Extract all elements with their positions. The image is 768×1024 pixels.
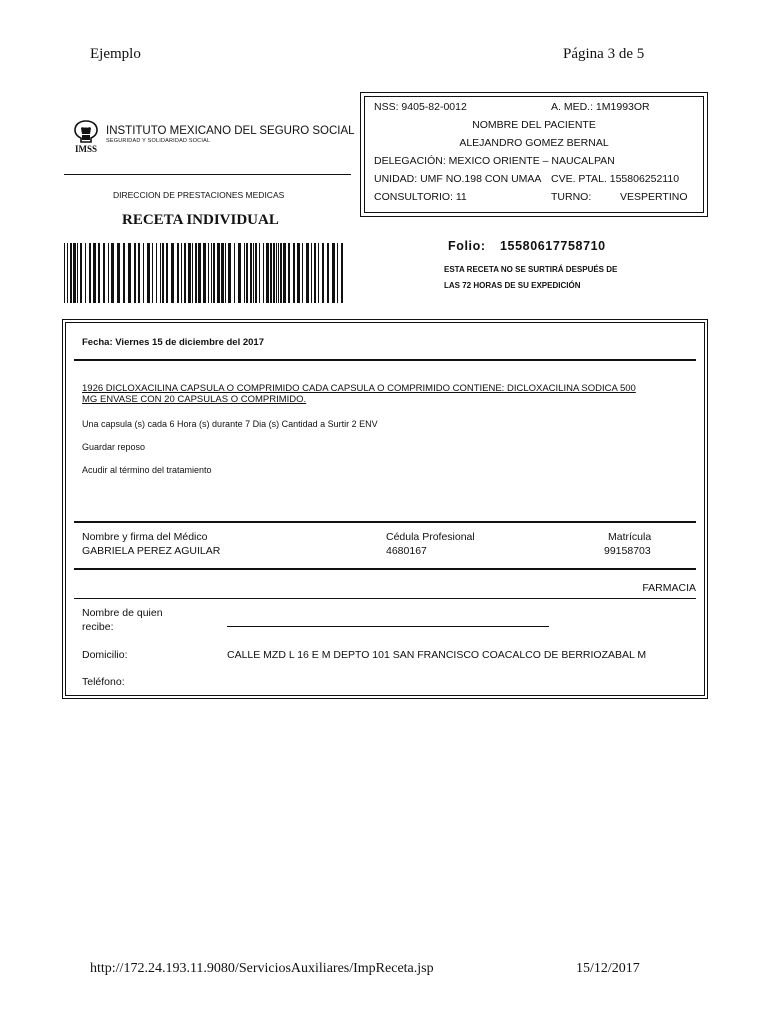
prescription-box (62, 319, 708, 699)
barcode-bar (89, 243, 91, 303)
farmacia-rule (74, 598, 696, 599)
barcode-bar (156, 243, 157, 303)
barcode-bar (73, 243, 76, 303)
barcode-bar (70, 243, 72, 303)
barcode-bar (111, 243, 114, 303)
barcode-bar (171, 243, 174, 303)
barcode-bar (213, 243, 215, 303)
doctor-divider (74, 521, 696, 523)
barcode-bar (273, 243, 275, 303)
validity-notice-line2: LAS 72 HORAS DE SU EXPEDICIÓN (444, 281, 581, 290)
barcode-bar (77, 243, 78, 303)
indication-1: Guardar reposo (82, 442, 146, 452)
date-divider (74, 359, 696, 361)
barcode-bar (263, 243, 264, 303)
barcode-bar (64, 243, 65, 303)
barcode-bar (108, 243, 109, 303)
barcode-bar (128, 243, 131, 303)
barcode-bar (270, 243, 272, 303)
recibe-label-line1: Nombre de quien (82, 607, 163, 619)
matricula-label: Matrícula (608, 531, 652, 543)
barcode-bar (152, 243, 153, 303)
matricula-number: 99158703 (604, 545, 651, 557)
a-med: A. MED.: 1M1993OR (551, 101, 650, 113)
doctor-name: GABRIELA PEREZ AGUILAR (82, 545, 221, 557)
indication-2: Acudir al término del tratamiento (82, 465, 212, 475)
doctor-name-label: Nombre y firma del Médico (82, 531, 208, 543)
barcode-bar (341, 243, 343, 303)
barcode-bar (250, 243, 252, 303)
recibe-label-line2: recibe: (82, 621, 114, 633)
institution-name: INSTITUTO MEXICANO DEL SEGURO SOCIAL (106, 125, 355, 137)
barcode-bar (266, 243, 269, 303)
turno-label: TURNO: (551, 191, 592, 203)
barcode-bar (85, 243, 86, 303)
barcode-bar (147, 243, 150, 303)
barcode-bar (276, 243, 277, 303)
barcode-bar (246, 243, 248, 303)
prescription-date: Fecha: Viernes 15 de diciembre del 2017 (82, 337, 265, 348)
institution-tagline: SEGURIDAD Y SOLIDARIDAD SOCIAL (106, 138, 211, 144)
barcode (64, 243, 344, 303)
barcode-bar (211, 243, 212, 303)
barcode-bar (143, 243, 144, 303)
farmacia-divider (74, 568, 696, 570)
medication-line1: 1926 DICLOXACILINA CAPSULA O COMPRIMIDO CADA CAPSULA O COMPRIMIDO CONTIENE: DICLOXACILINA SODICA 500 (82, 383, 636, 394)
medication-line2: MG ENVASE CON 20 CAPSULAS O COMPRIMIDO. (82, 394, 307, 405)
barcode-bar (293, 243, 295, 303)
barcode-bar (253, 243, 254, 303)
barcode-bar (166, 243, 168, 303)
logo-text: IMSS (74, 144, 98, 154)
barcode-bar (225, 243, 226, 303)
barcode-bar (208, 243, 209, 303)
patient-info-box (360, 92, 708, 217)
barcode-bar (332, 243, 335, 303)
barcode-bar (103, 243, 105, 303)
barcode-bar (117, 243, 120, 303)
barcode-bar (98, 243, 100, 303)
imss-logo (72, 120, 100, 154)
barcode-bar (283, 243, 286, 303)
folio-number: 15580617758710 (500, 239, 606, 253)
unidad: UNIDAD: UMF NO.198 CON UMAA (374, 173, 542, 185)
patient-name-label: NOMBRE DEL PACIENTE (472, 119, 596, 131)
domicilio-label: Domicilio: (82, 649, 128, 661)
barcode-bar (195, 243, 197, 303)
barcode-bar (280, 243, 282, 303)
barcode-bar (337, 243, 338, 303)
barcode-bar (198, 243, 201, 303)
barcode-bar (322, 243, 324, 303)
turno-value: VESPERTINO (620, 191, 688, 203)
page-number: Página 3 de 5 (563, 46, 645, 62)
page-header-left: Ejemplo (90, 46, 141, 62)
barcode-bar (123, 243, 125, 303)
farmacia-title: FARMACIA (642, 582, 696, 594)
barcode-bar (244, 243, 245, 303)
barcode-bar (255, 243, 257, 303)
barcode-bar (162, 243, 164, 303)
barcode-bar (297, 243, 300, 303)
barcode-bar (228, 243, 231, 303)
barcode-bar (306, 243, 309, 303)
barcode-bar (318, 243, 319, 303)
consultorio: CONSULTORIO: 11 (374, 191, 467, 203)
barcode-bar (311, 243, 312, 303)
footer-date: 15/12/2017 (576, 961, 640, 976)
barcode-bar (188, 243, 191, 303)
recibe-signature-line (227, 626, 549, 627)
validity-notice-line1: ESTA RECETA NO SE SURTIRÁ DESPUÉS DE (444, 265, 618, 274)
barcode-bar (203, 243, 206, 303)
nss: NSS: 9405-82-0012 (374, 101, 467, 113)
barcode-bar (80, 243, 82, 303)
folio-label: Folio: (448, 239, 486, 253)
delegacion: DELEGACIÓN: MEXICO ORIENTE – NAUCALPAN (374, 155, 615, 167)
barcode-bar (181, 243, 182, 303)
barcode-bar (314, 243, 316, 303)
barcode-bar (184, 243, 186, 303)
barcode-bar (238, 243, 241, 303)
cedula-number: 4680167 (386, 545, 427, 557)
cedula-label: Cédula Profesional (386, 531, 475, 543)
footer-url: http://172.24.193.11.9080/ServiciosAuxiliares/ImpReceta.jsp (90, 961, 434, 976)
barcode-bar (67, 243, 68, 303)
barcode-bar (160, 243, 161, 303)
barcode-bar (221, 243, 224, 303)
header-divider (64, 174, 351, 175)
domicilio-value: CALLE MZD L 16 E M DEPTO 101 SAN FRANCISCO COACALCO DE BERRIOZABAL M (227, 649, 647, 661)
barcode-bar (134, 243, 136, 303)
barcode-bar (217, 243, 220, 303)
barcode-bar (138, 243, 140, 303)
barcode-bar (192, 243, 193, 303)
patient-name: ALEJANDRO GOMEZ BERNAL (459, 137, 609, 149)
cve-ptal: CVE. PTAL. 155806252110 (551, 173, 680, 185)
barcode-bar (234, 243, 235, 303)
form-title: RECETA INDIVIDUAL (122, 212, 279, 228)
barcode-bar (177, 243, 179, 303)
dosage-instructions: Una capsula (s) cada 6 Hora (s) durante 7 Dia (s) Cantidad a Surtir 2 ENV (82, 419, 378, 429)
barcode-bar (302, 243, 303, 303)
barcode-bar (278, 243, 279, 303)
barcode-bar (93, 243, 96, 303)
barcode-bar (288, 243, 290, 303)
barcode-bar (327, 243, 329, 303)
barcode-bar (259, 243, 260, 303)
direccion-label: DIRECCION DE PRESTACIONES MEDICAS (113, 190, 285, 200)
telefono-label: Teléfono: (82, 676, 125, 688)
